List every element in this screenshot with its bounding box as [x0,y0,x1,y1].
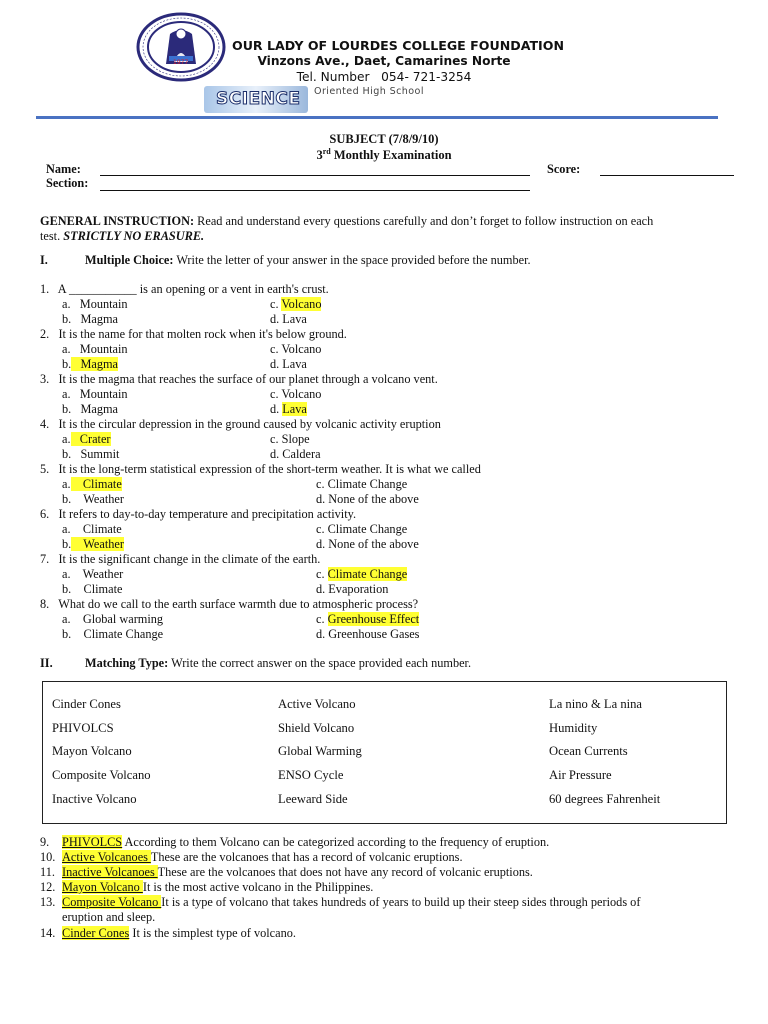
q8-option-d: d. Greenhouse Gases [316,627,420,641]
q6-option-b: b. Weather [62,537,124,551]
header-rule [36,116,718,119]
choice-item: 60 degrees Fahrenheit [549,792,661,806]
school-name: OUR LADY OF LOURDES COLLEGE FOUNDATION [232,38,564,53]
q1-option-a: a. Mountain [62,297,128,311]
exam-title: 3rd Monthly Examination [316,147,452,163]
name-field[interactable] [100,175,530,176]
general-instruction: GENERAL INSTRUCTION: Read and understand every questions carefully and don’t forget to follow instruction on each [40,214,654,228]
part1-heading: Multiple Choice: Write the letter of your answer in the space provided before the number. [85,253,531,267]
choice-item: Ocean Currents [549,744,628,758]
q7-option-c: c. Climate Change [316,567,408,581]
q8-option-a: a. Global warming [62,612,164,626]
choice-item: PHIVOLCS [52,721,114,735]
matching-item-12: 12. Mayon Volcano It is the most active volcano in the Philippines. [40,880,374,894]
q5-option-b: b. Weather [62,492,124,506]
choice-item: Composite Volcano [52,768,151,782]
q3-option-d: d. Lava [270,402,307,416]
choice-item: Active Volcano [278,697,356,711]
score-label: Score: [547,162,581,176]
part2-roman: II. [40,656,53,670]
part1-roman: I. [40,253,48,267]
matching-item-9: 9. PHIVOLCS According to them Volcano can be categorized according to the frequency of eruption. [40,835,550,849]
q4-option-c: c. Slope [270,432,310,446]
oriented-text: Oriented High School [314,86,424,97]
matching-item-14: 14. Cinder Cones It is the simplest type of volcano. [40,926,296,940]
choice-item: Shield Volcano [278,721,355,735]
q6-option-d: d. None of the above [316,537,419,551]
choice-item: Humidity [549,721,598,735]
question-2: 2. It is the name for that molten rock when it's below ground. [40,327,347,341]
choice-item: Mayon Volcano [52,744,132,758]
q1-option-d: d. Lava [270,312,307,326]
q4-option-b: b. Summit [62,447,120,461]
q4-option-d: d. Caldera [270,447,321,461]
question-5: 5. It is the long-term statistical expression of the short-term weather. It is what we called [40,462,481,476]
question-6: 6. It refers to day-to-day temperature and precipitation activity. [40,507,357,521]
q5-option-c: c. Climate Change [316,477,408,491]
general-instruction-2: test. STRICTLY NO ERASURE. [40,229,205,243]
question-1: 1. A ___________ is an opening or a vent in earth's crust. [40,282,329,296]
question-3: 3. It is the magma that reaches the surface of our planet through a volcano vent. [40,372,438,386]
q7-option-b: b. Climate [62,582,123,596]
matching-item-13-cont: eruption and sleep. [62,910,156,924]
q2-option-d: d. Lava [270,357,307,371]
question-8: 8. What do we call to the earth surface warmth due to atmospheric process? [40,597,419,611]
seal-year: 1977 [173,59,189,66]
question-7: 7. It is the significant change in the climate of the earth. [40,552,321,566]
q2-option-c: c. Volcano [270,342,322,356]
q8-option-b: b. Climate Change [62,627,164,641]
subject-title: SUBJECT (7/8/9/10) [329,132,439,146]
choice-item: ENSO Cycle [278,768,344,782]
school-seal [136,12,226,82]
school-tel: Tel. Number 054- 721-3254 [296,70,472,84]
q5-option-d: d. None of the above [316,492,419,506]
science-logo: SCIENCE [204,86,308,113]
matching-item-10: 10. Active Volcanoes These are the volcanoes that has a record of volcanic eruptions. [40,850,463,864]
school-address: Vinzons Ave., Daet, Camarines Norte [257,54,511,68]
choice-item: Leeward Side [278,792,348,806]
section-label: Section: [46,176,89,190]
q6-option-a: a. Climate [62,522,122,536]
q6-option-c: c. Climate Change [316,522,408,536]
choice-item: Global Warming [278,744,362,758]
score-field[interactable] [600,175,734,176]
section-field[interactable] [100,190,530,191]
choice-item: Inactive Volcano [52,792,137,806]
q4-option-a: a. Crater [62,432,111,446]
q1-option-c: c. Volcano [270,297,322,311]
q5-option-a: a. Climate [62,477,122,491]
question-4: 4. It is the circular depression in the ground caused by volcanic activity eruption [40,417,441,431]
choice-item: Cinder Cones [52,697,121,711]
matching-choices-box [42,681,727,824]
q2-option-b: b. Magma [62,357,119,371]
q2-option-a: a. Mountain [62,342,128,356]
q1-option-b: b. Magma [62,312,119,326]
q8-option-c: c. Greenhouse Effect [316,612,420,626]
matching-item-11: 11. Inactive Volcanoes These are the volcanoes that does not have any record of volcanic eruptions. [40,865,533,879]
matching-item-13: 13. Composite Volcano It is a type of volcano that takes hundreds of years to build up their steep sides through periods of [40,895,641,909]
choice-item: La nino & La nina [549,697,643,711]
q7-option-a: a. Weather [62,567,124,581]
q3-option-b: b. Magma [62,402,119,416]
choice-item: Air Pressure [549,768,612,782]
q3-option-c: c. Volcano [270,387,322,401]
q3-option-a: a. Mountain [62,387,128,401]
part2-heading: Matching Type: Write the correct answer on the space provided each number. [85,656,472,670]
q7-option-d: d. Evaporation [316,582,389,596]
name-label: Name: [46,162,81,176]
